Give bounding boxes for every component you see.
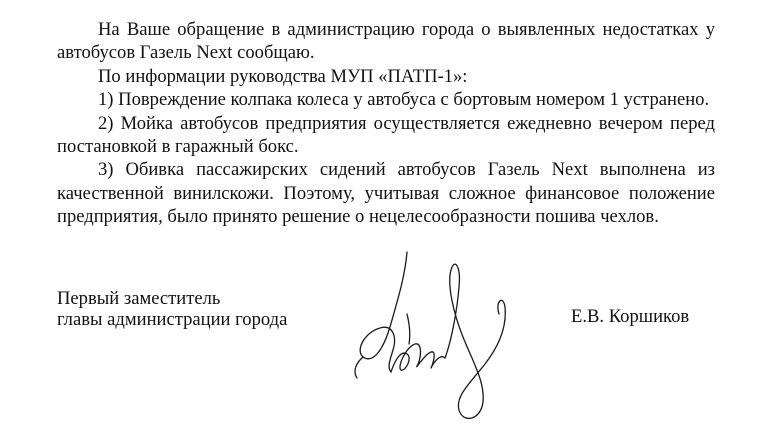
paragraph-item-2: 2) Мойка автобусов предприятия осуществляется ежедневно вечером перед постановкой в гаражный бокс. <box>57 112 715 158</box>
signatory-name: Е.В. Коршиков <box>571 306 690 327</box>
signatory-title-line-1: Первый заместитель <box>57 288 221 309</box>
letter-body <box>57 18 715 229</box>
paragraph-item-3: 3) Обивка пассажирских сидений автобусов Газель Next выполнена из качественной винилскожи. Поэтому, учитывая сложное финансовое положение предприятия, было принято решение о нецелесообразности пошива чехлов. <box>57 159 715 228</box>
paragraph-intro: На Ваше обращение в администрацию города о выявленных недостатках у автобусов Газель Next сообщаю. <box>57 19 715 64</box>
paragraph-item-1: 1) Повреждение колпака колеса у автобуса с бортовым номером 1 устранено. <box>98 89 710 111</box>
handwritten-signature <box>335 232 565 432</box>
signatory-title-line-2: главы администрации города <box>57 309 288 330</box>
signatory-title <box>57 288 287 330</box>
paragraph-source: По информации руководства МУП «ПАТП-1»: <box>98 65 468 87</box>
